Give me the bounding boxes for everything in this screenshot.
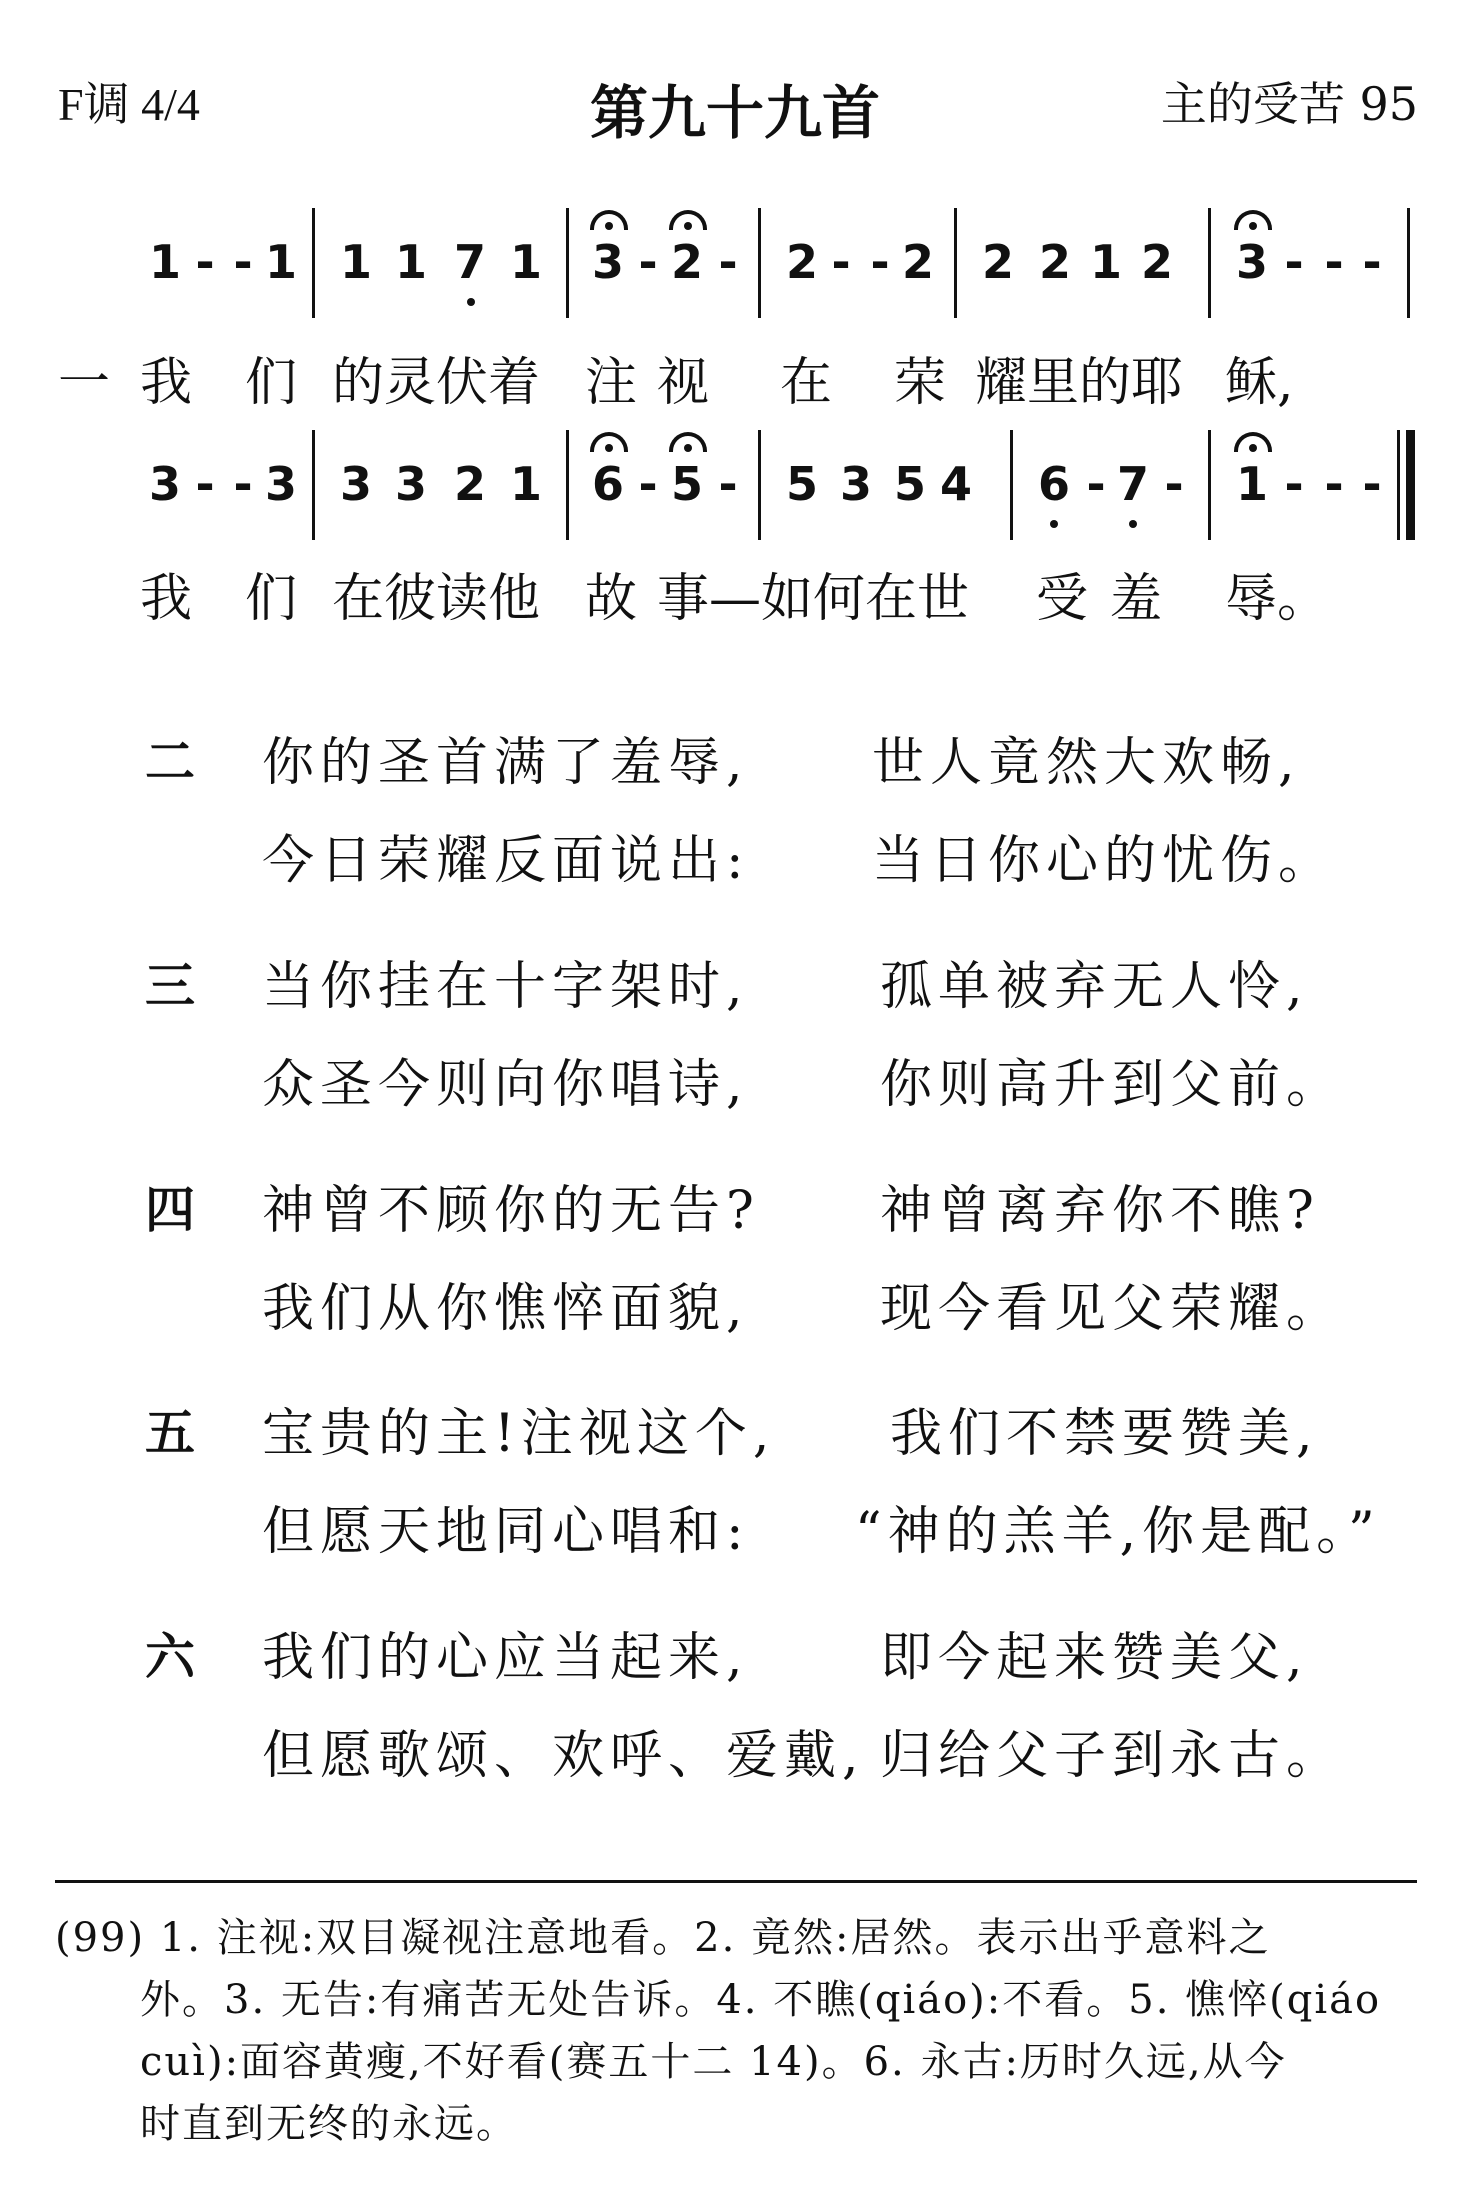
fermata <box>669 432 707 452</box>
footnote-divider <box>55 1880 1417 1883</box>
lyric-syllable: 在 <box>780 353 833 413</box>
bar-line <box>566 208 569 318</box>
lyrics-line-1 <box>0 340 1470 413</box>
low-octave-dot <box>1050 520 1058 528</box>
note: 7 <box>453 235 486 289</box>
low-octave-dot <box>467 298 475 306</box>
verse-line: 宝贵的主!注视这个, <box>262 1404 776 1464</box>
note: 1 <box>1089 235 1122 289</box>
footnote-line: cuì):面容黄瘦,不好看(赛五十二 14)。6. 永古:历时久远,从今 <box>140 2039 1287 2085</box>
dash: - <box>1362 235 1382 289</box>
dash: - <box>233 457 253 511</box>
lyric-syllable: 在彼读他 <box>332 569 541 629</box>
fermata <box>669 210 707 230</box>
verse-number: 六 <box>145 1628 195 1686</box>
verse-line: 但愿歌颂、欢呼、爱戴, <box>262 1726 865 1786</box>
verse-line: 我们从你憔悴面貌, <box>262 1279 749 1339</box>
verse-line: 今日荣耀反面说出: <box>262 831 750 891</box>
dash: - <box>1324 457 1344 511</box>
verse-line: 即今起来赞美父, <box>880 1628 1309 1688</box>
lyric-syllable: 羞 <box>1110 569 1163 629</box>
lyric-syllable: 我 <box>140 353 193 413</box>
verse-line: 当日你心的忧伤。 <box>872 831 1337 891</box>
verse-line: 当你挂在十字架时, <box>262 957 749 1017</box>
verse-number: 五 <box>145 1404 195 1462</box>
lyric-syllable: 故 <box>585 569 638 629</box>
lyric-syllable: 注 <box>585 353 638 413</box>
fermata <box>590 210 628 230</box>
note: 1 <box>394 235 427 289</box>
note: 6 <box>1037 457 1070 511</box>
lyric-syllable: 荣 <box>894 353 947 413</box>
verse-line: 神曾离弃你不瞧? <box>880 1181 1320 1241</box>
verse-line: 孤单被弃无人怜, <box>880 957 1309 1017</box>
low-octave-dot <box>1129 520 1137 528</box>
note: 2 <box>981 235 1014 289</box>
final-bar-thick <box>1406 430 1415 540</box>
verse-line: 众圣今则向你唱诗, <box>262 1055 749 1115</box>
dash: - <box>638 457 658 511</box>
lyric-syllable: 辱。 <box>1225 569 1330 629</box>
dash: - <box>1362 457 1382 511</box>
note: 4 <box>939 457 972 511</box>
bar-line <box>1407 208 1410 318</box>
dash: - <box>1284 235 1304 289</box>
note: 2 <box>785 235 818 289</box>
verse-number: 三 <box>145 957 195 1015</box>
note: 2 <box>670 235 703 289</box>
verse-number: 四 <box>145 1181 195 1239</box>
note: 3 <box>839 457 872 511</box>
footnote-line: 时直到无终的永远。 <box>140 2101 518 2147</box>
note: 6 <box>591 457 624 511</box>
note: 1 <box>509 457 542 511</box>
bar-line <box>1208 430 1211 540</box>
hymn-title: 第九十九首 <box>589 79 880 147</box>
note: 2 <box>1140 235 1173 289</box>
note: 1 <box>264 235 297 289</box>
verse-line: “神的羔羊,你是配。” <box>855 1502 1381 1562</box>
note: 3 <box>339 457 372 511</box>
dash: - <box>195 457 215 511</box>
note: 5 <box>893 457 926 511</box>
note: 3 <box>148 457 181 511</box>
bar-line <box>1010 430 1013 540</box>
dash: - <box>831 235 851 289</box>
note: 2 <box>901 235 934 289</box>
verse-line: 神曾不顾你的无告? <box>262 1181 760 1241</box>
note: 1 <box>509 235 542 289</box>
note: 1 <box>148 235 181 289</box>
verse-number: 二 <box>145 733 195 791</box>
verse-line: 但愿天地同心唱和: <box>262 1502 750 1562</box>
note: 5 <box>785 457 818 511</box>
verse-line: 世人竟然大欢畅, <box>872 733 1301 793</box>
bar-line <box>954 208 957 318</box>
verse-line: 我们的心应当起来, <box>262 1628 749 1688</box>
dash: - <box>1086 457 1106 511</box>
lyrics-line-2 <box>0 556 1470 629</box>
note: 7 <box>1116 457 1149 511</box>
dash: - <box>1164 457 1184 511</box>
verse-line: 你的圣首满了羞辱, <box>262 733 749 793</box>
verse-line: 现今看见父荣耀。 <box>880 1279 1345 1339</box>
note: 3 <box>1235 235 1268 289</box>
hymn-category: 主的受苦 95 <box>1160 77 1418 131</box>
dash: - <box>718 235 738 289</box>
fermata <box>1234 210 1272 230</box>
bar-line <box>758 430 761 540</box>
dash: - <box>1324 235 1344 289</box>
bar-line <box>312 208 315 318</box>
dash: - <box>233 235 253 289</box>
lyric-syllable: 的灵伏着 <box>332 353 541 413</box>
dash: - <box>718 457 738 511</box>
final-bar-thin <box>1397 430 1400 540</box>
note: 2 <box>1038 235 1071 289</box>
dash: - <box>870 235 890 289</box>
lyric-syllable: 稣, <box>1225 353 1294 413</box>
verse-line: 我们不禁要赞美, <box>890 1404 1319 1464</box>
dash: - <box>638 235 658 289</box>
lyric-syllable: 们 <box>245 569 298 629</box>
note: 1 <box>1235 457 1268 511</box>
bar-line <box>566 430 569 540</box>
fermata <box>590 432 628 452</box>
key-signature: F调 4/4 <box>58 79 200 130</box>
lyric-syllable: 受 <box>1036 569 1089 629</box>
note: 3 <box>264 457 297 511</box>
note: 3 <box>394 457 427 511</box>
verse-line: 归给父子到永古。 <box>880 1726 1345 1786</box>
verse-line: 你则高升到父前。 <box>880 1055 1345 1115</box>
note: 1 <box>339 235 372 289</box>
lyric-syllable: 事—如何在世 <box>657 569 970 629</box>
bar-line <box>758 208 761 318</box>
note: 2 <box>453 457 486 511</box>
dash: - <box>195 235 215 289</box>
lyric-syllable: 视 <box>657 353 710 413</box>
note: 5 <box>670 457 703 511</box>
note: 3 <box>591 235 624 289</box>
verse-number: 一 <box>58 353 111 413</box>
lyric-syllable: 们 <box>245 353 298 413</box>
bar-line <box>1208 208 1211 318</box>
footnote-line: (99) 1. 注视:双目凝视注意地看。2. 竟然:居然。表示出乎意料之 <box>55 1915 1271 1961</box>
footnote-line: 外。3. 无告:有痛苦无处告诉。4. 不瞧(qiáo):不看。5. 憔悴(qiáo <box>140 1977 1382 2023</box>
bar-line <box>312 430 315 540</box>
fermata <box>1234 432 1272 452</box>
dash: - <box>1284 457 1304 511</box>
lyric-syllable: 我 <box>140 569 193 629</box>
lyric-syllable: 耀里的耶 <box>975 353 1184 413</box>
